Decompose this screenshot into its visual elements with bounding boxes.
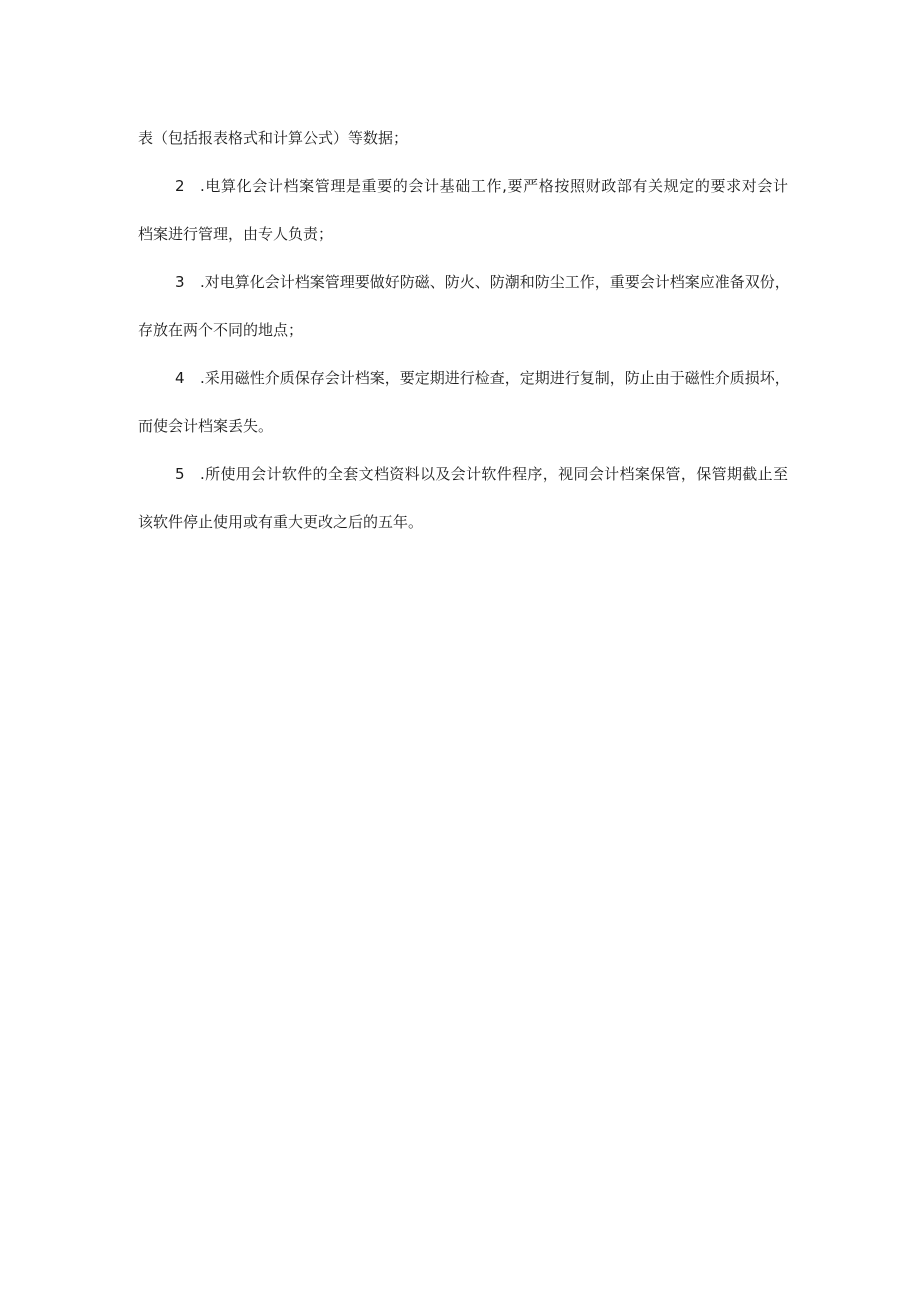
line-text: .所使用会计软件的全套文档资料以及会计软件程序，视同会计档案保管，保管期截止至 — [200, 465, 788, 483]
paragraph-1-continuation — [138, 123, 788, 171]
list-item-4 — [138, 363, 788, 411]
list-number: 5 — [175, 465, 185, 483]
list-number: 2 — [175, 177, 185, 195]
list-item-3-continuation — [138, 315, 788, 363]
line-text: .采用磁性介质保存会计档案，要定期进行检查，定期进行复制，防止由于磁性介质损坏， — [200, 369, 790, 387]
list-item-5 — [138, 459, 788, 507]
list-item-4-continuation — [138, 411, 788, 459]
list-item-3 — [138, 267, 788, 315]
line-text: .电算化会计档案管理是重要的会计基础工作,要严格按照财政部有关规定的要求对会计 — [200, 177, 788, 195]
line-text: 该软件停止使用或有重大更改之后的五年。 — [138, 513, 424, 531]
line-text: 档案进行管理，由专人负责； — [138, 225, 334, 243]
line-text: 而使会计档案丢失。 — [138, 417, 274, 435]
line-text: 表（包括报表格式和计算公式）等数据； — [138, 129, 409, 147]
line-text: .对电算化会计档案管理要做好防磁、防火、防潮和防尘工作，重要会计档案应准备双份， — [200, 273, 790, 291]
list-item-2 — [138, 171, 788, 219]
document-body — [138, 123, 788, 555]
list-number: 4 — [175, 369, 185, 387]
list-item-5-continuation — [138, 507, 788, 555]
line-text: 存放在两个不同的地点； — [138, 321, 304, 339]
list-number: 3 — [175, 273, 185, 291]
list-item-2-continuation — [138, 219, 788, 267]
